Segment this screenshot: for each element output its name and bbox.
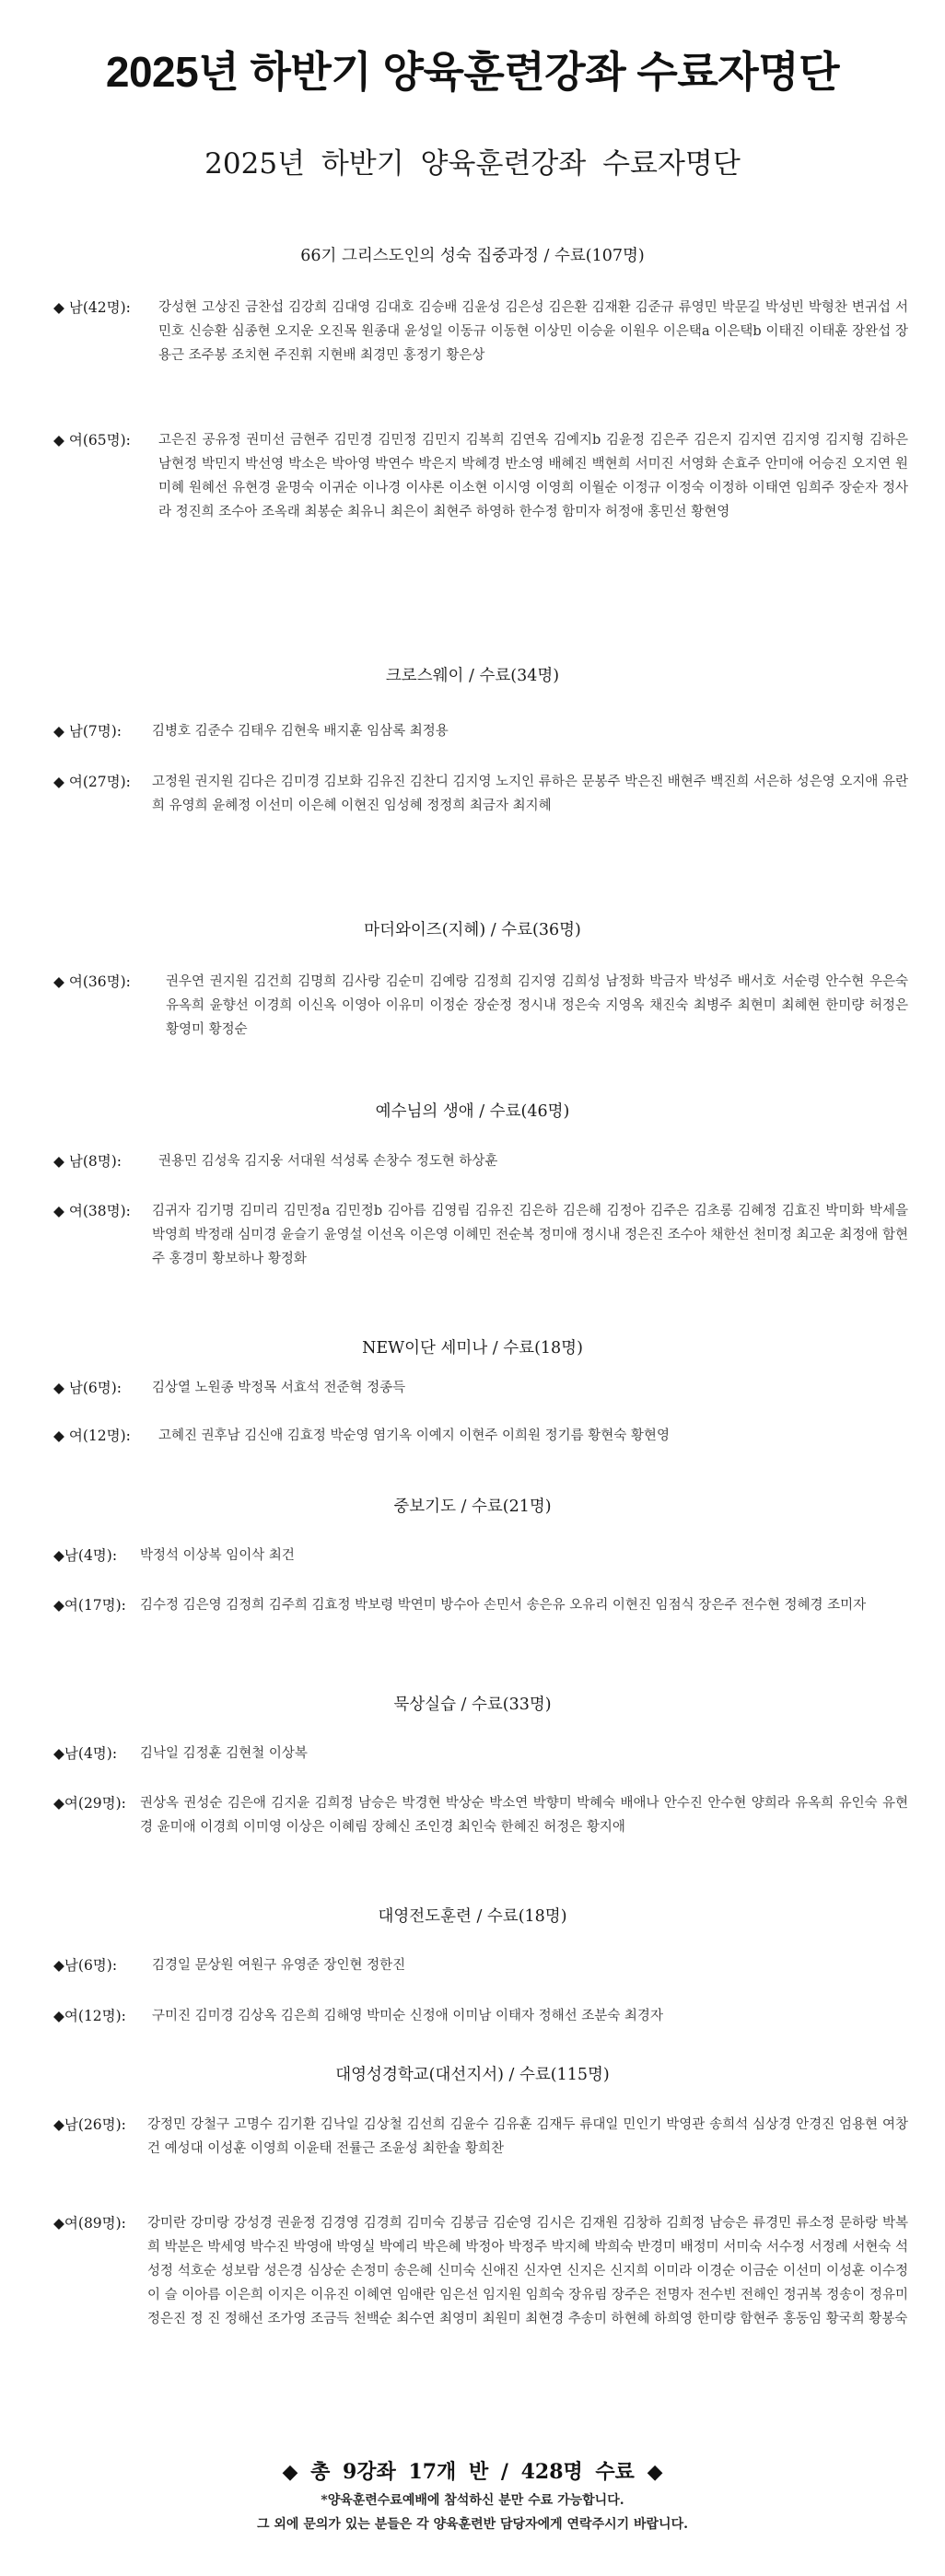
course-section — [0, 1693, 945, 1835]
group-label: ◆여(89명): — [53, 2215, 126, 2232]
group-label: ◆ 여(38명): — [53, 1203, 131, 1219]
course-section — [0, 664, 945, 813]
name-list: 김상열 노원종 박정목 서효석 전준혁 정종득 — [152, 1381, 406, 1395]
group-label: ◆ 여(27명): — [53, 774, 131, 790]
group-label: ◆ 남(42명): — [53, 299, 131, 316]
group-label: ◆ 여(36명): — [53, 973, 131, 990]
course-section — [0, 1495, 945, 1614]
course-title: 마더와이즈(지혜) / 수료(36명) — [364, 921, 581, 939]
course-title: NEW이단 세미나 / 수료(18명) — [362, 1339, 583, 1358]
group-label: ◆남(6명): — [53, 1957, 118, 1974]
course-section — [0, 1336, 945, 1444]
group-label: ◆ 남(7명): — [53, 723, 122, 740]
name-list: 김경일 문상원 여원구 유영준 장인현 정한진 — [152, 1958, 406, 1973]
name-list: 김귀자 김기명 김미리 김민정a 김민정b 김아름 김영림 김유진 김은하 김은해 김정아 김주은 김초롱 김혜정 김효진 박미화 박세을 박영희 박정래 심미경 윤슬기 윤영설 이선옥 이은영 이혜민 전순복 정미애 정시내 정은진 조수아 채한선 천미정 최고운 최정애 함현주 홍경미 황보하나 황정화 — [152, 1204, 908, 1266]
course-section — [0, 1100, 945, 1266]
name-list: 강정민 강철구 고명수 김기환 김낙일 김상철 김선희 김윤수 김유훈 김재두 류대일 민인기 박영관 송희석 심상경 안경진 엄용현 여창건 예성대 이성훈 이영희 이윤태 전률근 조윤성 최한솔 황희찬 — [147, 2117, 908, 2156]
group-label: ◆ 여(12명): — [53, 1428, 131, 1444]
group-label: ◆ 남(8명): — [53, 1153, 122, 1170]
name-list: 권상옥 권성순 김은애 김지윤 김희정 남승은 박경현 박상순 박소연 박향미 박혜숙 배애나 안수진 안수현 양희라 유옥희 유인숙 유현경 윤미애 이경희 이미영 이상은 이혜림 장혜신 조인경 최인숙 한혜진 허정은 황지애 — [140, 1796, 908, 1835]
course-title: 예수님의 생애 / 수료(46명) — [375, 1102, 570, 1121]
name-list: 김낙일 김정훈 김현철 이상복 — [140, 1746, 308, 1761]
course-section — [0, 2063, 945, 2326]
name-list: 권우연 권지원 김건희 김명희 김사랑 김순미 김예랑 김정희 김지영 김희성 남정화 박금자 박성주 배서호 서순령 안수현 우은숙 유옥희 윤향선 이경희 이신옥 이영아 이유미 이정순 장순정 정시내 정은숙 지영옥 채진숙 최병주 최현미 최혜현 한미량 허정은 황영미 황정순 — [166, 974, 908, 1037]
name-list: 권용민 김성욱 김지웅 서대원 석성록 손창수 정도현 하상훈 — [158, 1154, 498, 1169]
course-title: 66기 그리스도인의 성숙 집중과정 / 수료(107명) — [300, 247, 645, 265]
contact-note: 그 외에 문의가 있는 분들은 각 양육훈련반 담당자에게 연락주시기 바랍니다. — [257, 2517, 688, 2532]
course-section — [0, 1905, 945, 2024]
name-list: 고정원 권지원 김다은 김미경 김보화 김유진 김찬디 김지영 노지인 류하은 문봉주 박은진 배현주 백진희 서은하 성은영 오지애 유란희 유영희 윤혜정 이선미 이은혜 이현진 임성혜 정정희 최금자 최지혜 — [152, 775, 908, 813]
group-label: ◆남(26명): — [53, 2116, 126, 2133]
name-list: 강성현 고상진 금찬섭 김강희 김대영 김대호 김승배 김윤성 김은성 김은환 김재환 김준규 류영민 박문길 박성빈 박형찬 변귀섭 서민호 신승환 심종현 오지운 오진목 원종대 윤성일 이동규 이동현 이상민 이승윤 이원우 이은택a 이은택b 이태진 이태훈 장완섭 장용근 조주봉 조치현 주진휘 지현배 최경민 홍정기 황은상 — [158, 300, 908, 363]
course-section — [0, 918, 945, 1037]
course-title: 묵상실습 / 수료(33명) — [393, 1696, 552, 1714]
name-list: 강미란 강미랑 강성경 권윤정 김경영 김경희 김미숙 김봉금 김순영 김시은 김재원 김창하 김희정 남승은 류경민 류소정 문하랑 박복희 박분은 박세영 박수진 박영애 박영실 박예리 박은혜 박정아 박정주 박지혜 박희숙 반경미 배정미 서미숙 서수정 서정례 서현숙 석성정 석호순 성보람 성은경 심상순 손정미 송은혜 신미숙 신애진 신자연 신지은 신지희 이미라 이경순 이금순 이선미 이성훈 이수정 이 슬 이아름 이은희 이지은 이유진 이혜연 임애란 임은선 임지원 임희숙 장유림 장주은 전명자 전수빈 전해인 정귀복 정송이 정유미 정은진 정 진 정해선 조가영 조금득 천백순 최수연 최영미 최원미 최현경 추송미 하현혜 하희영 한미량 함현주 홍동임 황국희 황봉숙 — [147, 2216, 908, 2326]
group-label: ◆여(29명): — [53, 1795, 126, 1812]
group-label: ◆여(17명): — [53, 1597, 126, 1614]
attendance-note: *양육훈련수료예배에 참석하신 분만 수료 가능합니다. — [321, 2493, 624, 2508]
course-title: 크로스웨이 / 수료(34명) — [385, 667, 560, 685]
name-list: 김병호 김준수 김태우 김현욱 배지훈 임삼록 최정용 — [152, 724, 449, 739]
total-summary: ◆ 총 9강좌 17개 반 / 428명 수료 ◆ — [282, 2460, 663, 2484]
course-title: 중보기도 / 수료(21명) — [393, 1498, 552, 1516]
course-section — [0, 244, 945, 519]
name-list: 김수정 김은영 김정희 김주희 김효정 박보령 박연미 방수아 손민서 송은유 오유리 이현진 임점식 장은주 전수현 정혜경 조미자 — [140, 1598, 867, 1613]
group-label: ◆ 남(6명): — [53, 1380, 122, 1396]
group-label: ◆남(4명): — [53, 1547, 118, 1564]
name-list: 고은진 공유정 권미선 금현주 김민경 김민정 김민지 김복희 김연옥 김예지b 김윤정 김은주 김은지 김지연 김지영 김지형 김하은 남현정 박민지 박선영 박소은 박아영 박연수 박은지 박혜경 반소영 배혜진 백현희 서미진 서영화 손효주 안미애 어승진 오지연 원미혜 원혜선 유현경 윤명숙 이귀순 이나경 이샤론 이소현 이시영 이영희 이월순 이정규 이정숙 이정하 이태연 임희주 장순자 정사라 정진희 조수아 조옥래 최봉순 최유니 최은이 최현주 하영하 한수정 함미자 허정애 홍민선 황현영 — [158, 433, 908, 519]
course-title: 대영전도훈련 / 수료(18명) — [378, 1907, 567, 1926]
name-list: 박정석 이상복 임이삭 최건 — [140, 1548, 295, 1563]
group-label: ◆ 여(65명): — [53, 432, 131, 449]
course-title: 대영성경학교(대선지서) / 수료(115명) — [335, 2066, 610, 2084]
main-title: 2025년 하반기 양육훈련강좌 수료자명단 — [105, 48, 840, 96]
name-list: 구미진 김미경 김상옥 김은희 김해영 박미순 신정애 이미남 이태자 정해선 조분숙 최경자 — [152, 2009, 663, 2023]
name-list: 고혜진 권후남 김신애 김효정 박순영 염기옥 이예지 이현주 이희원 정기름 황현숙 황현영 — [158, 1428, 670, 1443]
group-label: ◆여(12명): — [53, 2008, 126, 2024]
group-label: ◆남(4명): — [53, 1745, 118, 1762]
sub-title: 2025년 하반기 양육훈련강좌 수료자명단 — [204, 147, 741, 181]
